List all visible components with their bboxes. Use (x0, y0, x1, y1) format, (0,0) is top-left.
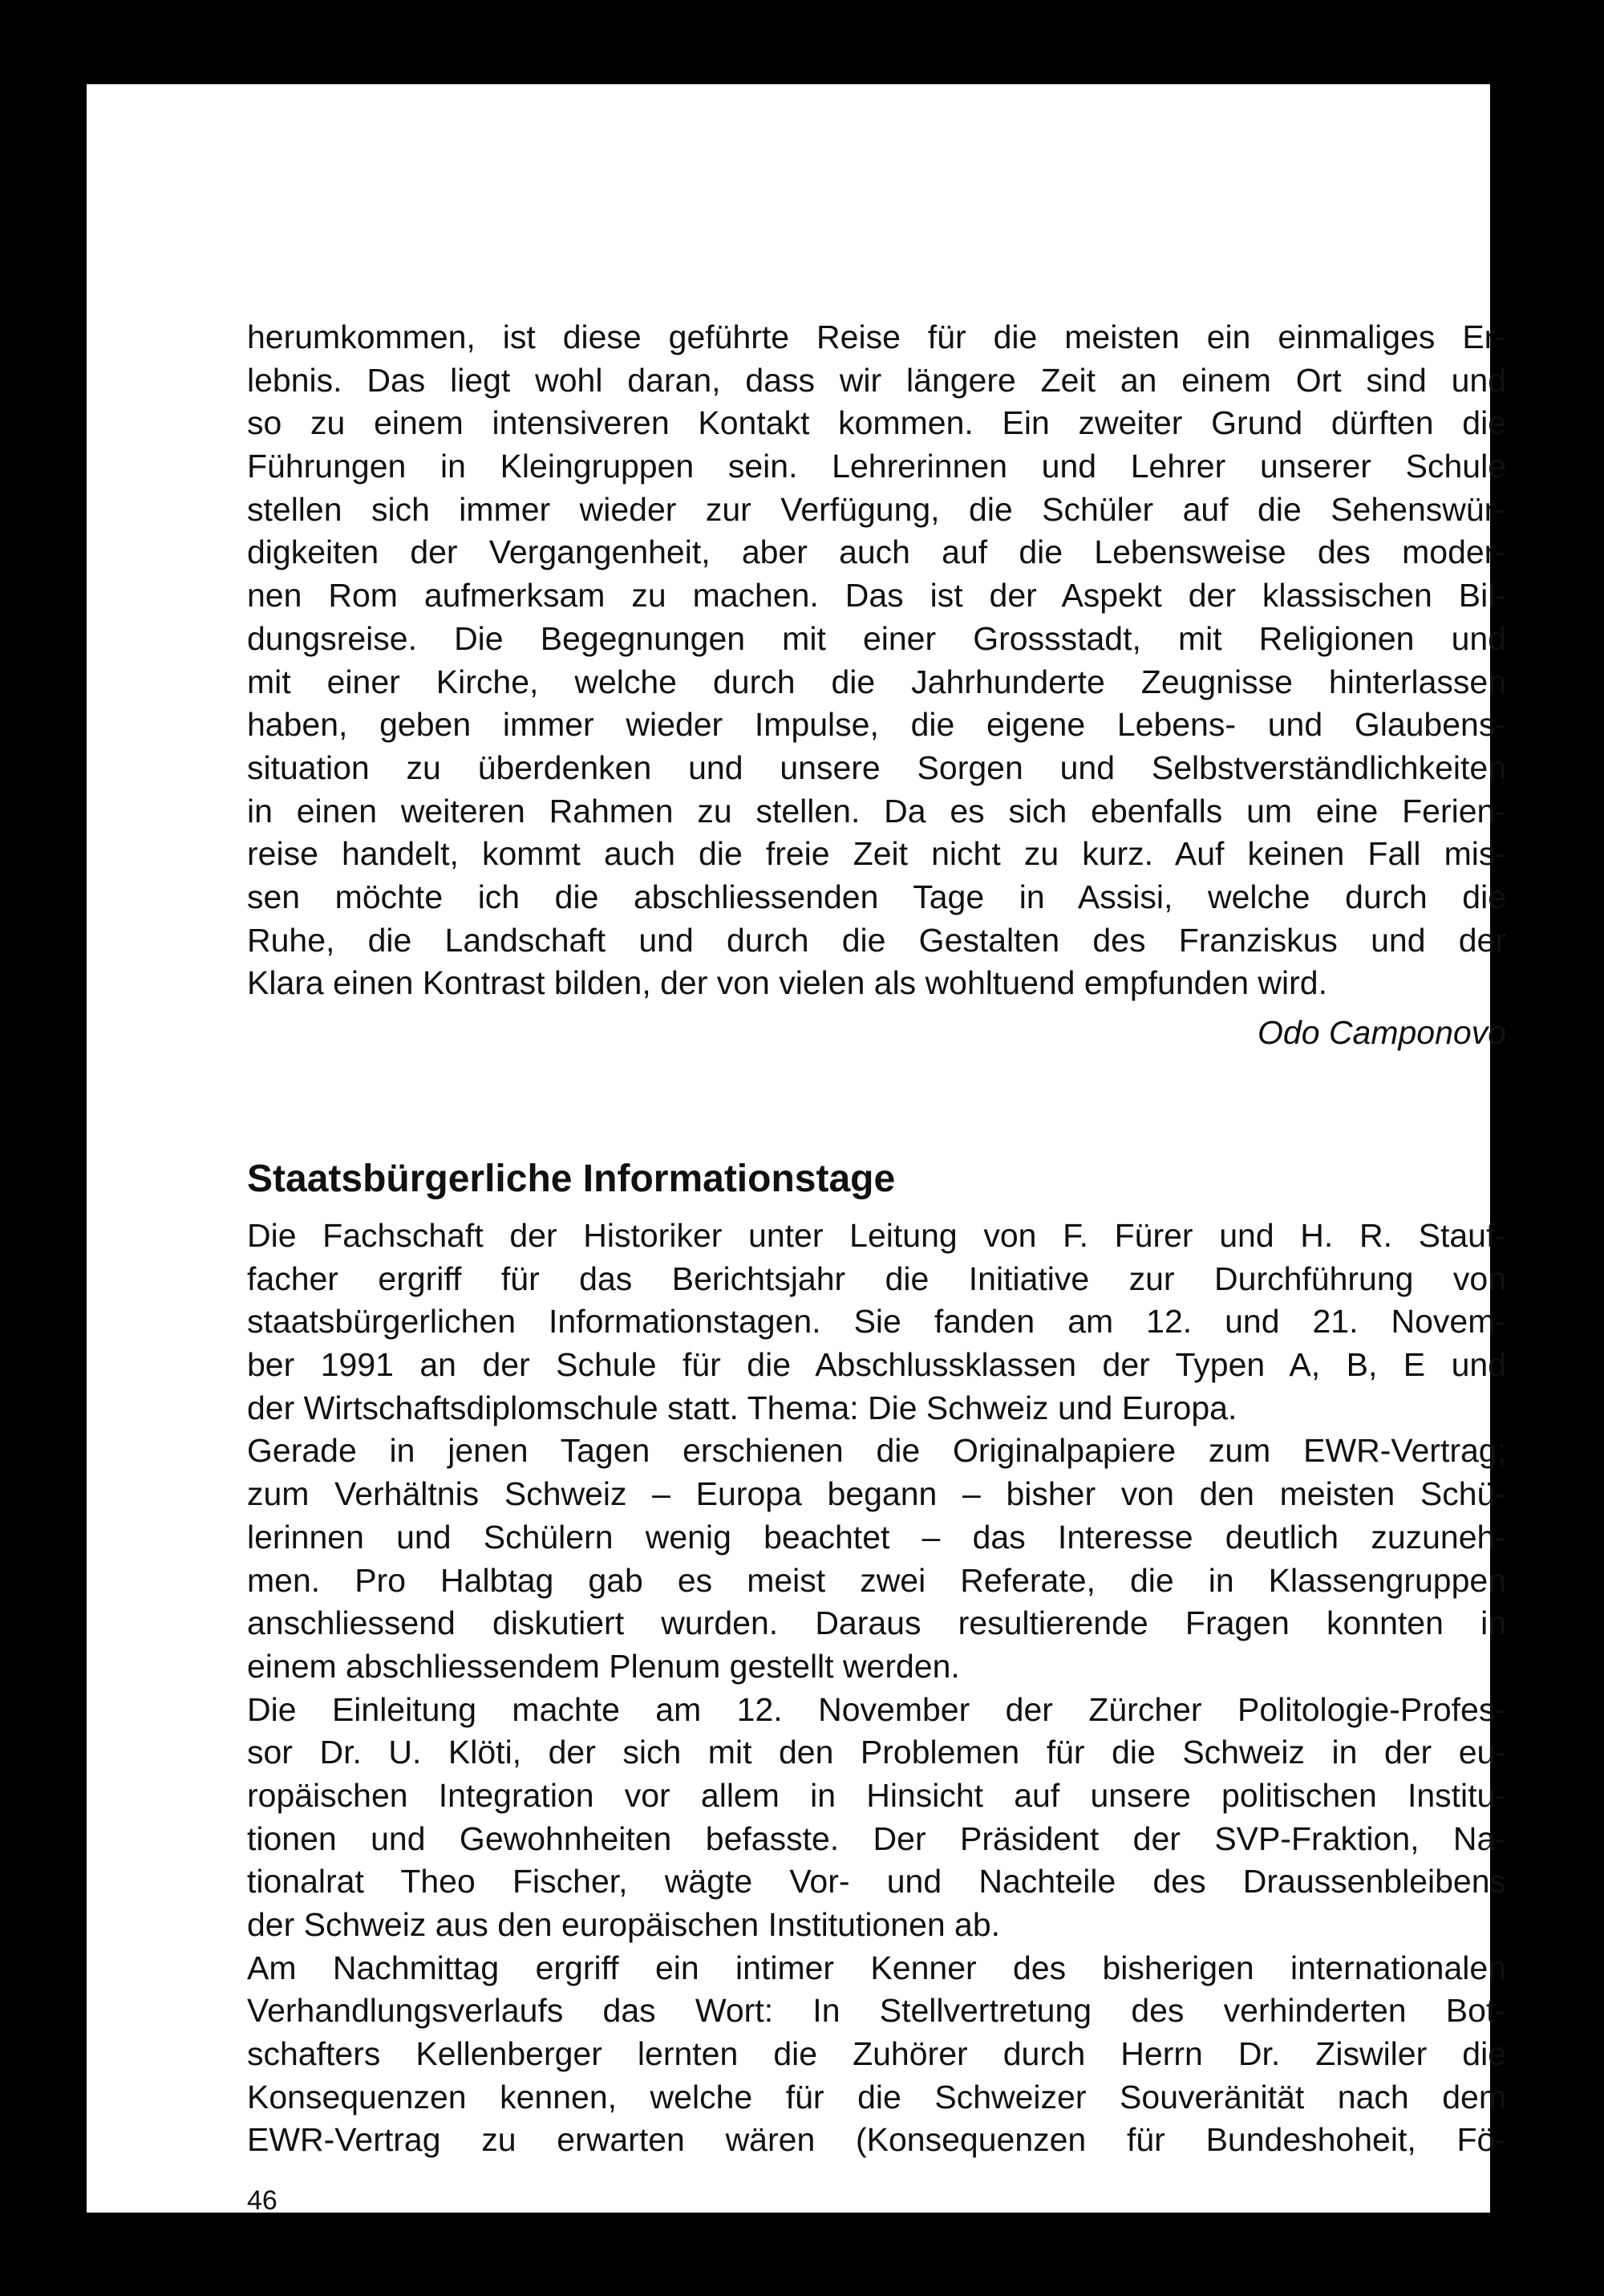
text-line: Am Nachmittag ergriff ein intimer Kenner des bisherigen internationalen (247, 1949, 1506, 1986)
text-line: in einen weiteren Rahmen zu stellen. Da es sich ebenfalls um eine Ferien- (247, 792, 1506, 830)
text-line: anschliessend diskutiert wurden. Daraus resultierende Fragen konnten in (247, 1604, 1506, 1642)
text-line: sen möchte ich die abschliessenden Tage in Assisi, welche durch die (247, 878, 1506, 915)
article-1-paragraph (247, 316, 1506, 1005)
text-line: EWR-Vertrag zu erwarten wären (Konsequenzen für Bundeshoheit, Fö- (247, 2121, 1506, 2159)
text-line: dungsreise. Die Begegnungen mit einer Grossstadt, mit Religionen und (247, 619, 1506, 657)
text-line: facher ergriff für das Berichtsjahr die Initiative zur Durchführung von (247, 1260, 1506, 1297)
text-line: ropäischen Integration vor allem in Hinsicht auf unsere politischen Institu- (247, 1776, 1506, 1814)
text-line: der Wirtschaftsdiplomschule statt. Thema: Die Schweiz und Europa. (247, 1389, 1237, 1426)
text-line: Klara einen Kontrast bilden, der von vielen als wohltuend empfunden wird. (247, 964, 1327, 1002)
text-line: mit einer Kirche, welche durch die Jahrhunderte Zeugnisse hinterlassen (247, 663, 1506, 700)
text-line: stellen sich immer wieder zur Verfügung, die Schüler auf die Sehenswür- (247, 490, 1506, 528)
text-line: tionen und Gewohnheiten befasste. Der Präsident der SVP-Fraktion, Na- (247, 1819, 1506, 1857)
text-line: lebnis. Das liegt wohl daran, dass wir längere Zeit an einem Ort sind und (247, 361, 1506, 399)
page-number: 46 (247, 2185, 277, 2216)
text-line: haben, geben immer wieder Impulse, die eigene Lebens- und Glaubens- (247, 706, 1506, 744)
text-line: Verhandlungsverlaufs das Wort: In Stellvertretung des verhinderten Bot- (247, 1992, 1506, 2030)
text-line: nen Rom aufmerksam zu machen. Das ist der Aspekt der klassischen Bil- (247, 577, 1506, 615)
text-line: Führungen in Kleingruppen sein. Lehrerinnen und Lehrer unserer Schule (247, 448, 1506, 485)
text-line: der Schweiz aus den europäischen Institutionen ab. (247, 1906, 1001, 1943)
text-line: Gerade in jenen Tagen erschienen die Originalpapiere zum EWR-Vertrag; (247, 1432, 1506, 1470)
text-line: digkeiten der Vergangenheit, aber auch auf die Lebensweise des moder- (247, 533, 1506, 571)
section-heading: Staatsbürgerliche Informationstage (247, 1158, 896, 1200)
text-line: so zu einem intensiveren Kontakt kommen. Ein zweiter Grund dürften die (247, 404, 1506, 442)
text-line: men. Pro Halbtag gab es meist zwei Referate, die in Klassengruppen (247, 1561, 1506, 1599)
text-line: Ruhe, die Landschaft und durch die Gestalten des Franziskus und der (247, 921, 1506, 959)
document-page (87, 84, 1506, 2216)
text-line: lerinnen und Schülern wenig beachtet – das Interesse deutlich zuzuneh- (247, 1518, 1506, 1556)
text-line: Die Einleitung machte am 12. November der Zürcher Politologie-Profes- (247, 1690, 1506, 1728)
text-line: herumkommen, ist diese geführte Reise für die meisten ein einmaliges Er- (247, 318, 1506, 355)
text-line: schafters Kellenberger lernten die Zuhörer durch Herrn Dr. Ziswiler die (247, 2035, 1506, 2073)
text-line: reise handelt, kommt auch die freie Zeit nicht zu kurz. Auf keinen Fall mis- (247, 835, 1506, 873)
text-line: Die Fachschaft der Historiker unter Leitung von F. Fürer und H. R. Stauf- (247, 1217, 1506, 1254)
text-line: sor Dr. U. Klöti, der sich mit den Problemen für die Schweiz in der eu- (247, 1734, 1506, 1771)
text-line: staatsbürgerlichen Informationstagen. Sie fanden am 12. und 21. Novem- (247, 1303, 1506, 1341)
text-line: ber 1991 an der Schule für die Abschlussklassen der Typen A, B, E und (247, 1346, 1506, 1384)
text-line: situation zu überdenken und unsere Sorgen und Selbstverständlichkeiten (247, 748, 1506, 786)
text-line: zum Verhältnis Schweiz – Europa begann – bisher von den meisten Schü- (247, 1475, 1506, 1513)
text-line: tionalrat Theo Fischer, wägte Vor- und Nachteile des Draussenbleibens (247, 1863, 1506, 1900)
text-line: einem abschliessendem Plenum gestellt werden. (247, 1647, 960, 1685)
author-signature: Odo Camponovo (1258, 1014, 1506, 1051)
article-2-paragraph (247, 1215, 1506, 2162)
text-line: Konsequenzen kennen, welche für die Schweizer Souveränität nach dem (247, 2078, 1506, 2115)
